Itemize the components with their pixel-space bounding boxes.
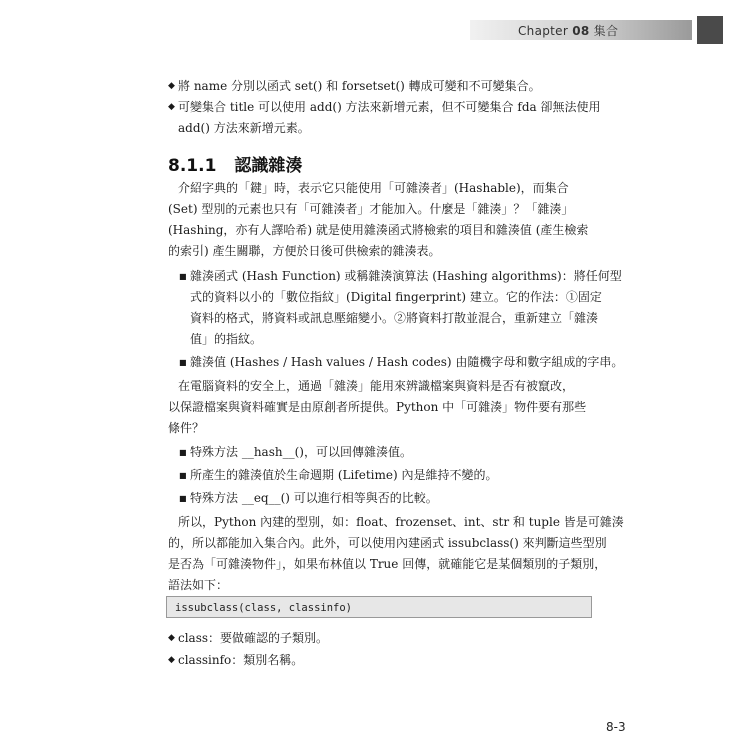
paragraph-line: 條件？ xyxy=(168,421,205,435)
list-item-continuation: add() 方法來新增元素。 xyxy=(178,121,310,135)
paragraph-line: 介紹字典的「鍵」時，表示它只能使用「可雜湊者」(Hashable)，而集合 xyxy=(178,181,569,195)
list-item-continuation: 值」的指紋。 xyxy=(190,332,263,346)
chapter-prefix: Chapter xyxy=(518,24,569,38)
square-bullet-icon: ■ xyxy=(179,358,187,367)
section-number: 8.1.1 xyxy=(168,156,217,176)
paragraph-line: 是否為「可雜湊物件」，如果布林值以 True 回傳，就確能它是某個類別的子類別， xyxy=(168,557,607,571)
section-heading xyxy=(168,151,320,176)
paragraph-line: (Hashing，亦有人譯哈希) 就是使用雜湊函式將檢索的項目和雜湊值 (產生檢索 xyxy=(168,223,589,237)
list-item: ■ 特殊方法 __hash__()，可以回傳雜湊值。 xyxy=(190,442,412,463)
diamond-bullet-icon: ◆ xyxy=(168,655,175,665)
list-item: ◆ classinfo：類別名稱。 xyxy=(178,650,303,671)
paragraph-line: 的索引) 產生關聯，方便於日後可供檢索的雜湊表。 xyxy=(168,244,441,258)
list-item: ■ 雜湊函式 (Hash Function) 或稱雜湊演算法 (Hashing algorithms)：將任何型 xyxy=(190,266,622,287)
chapter-header xyxy=(518,22,618,39)
list-item: ■ 特殊方法 __eq__() 可以進行相等與否的比較。 xyxy=(190,488,438,509)
square-bullet-icon: ■ xyxy=(179,448,187,457)
square-bullet-icon: ■ xyxy=(179,272,187,281)
list-item-continuation: 式的資料以小的「數位指紋」(Digital fingerprint) 建立。它的作法：①固定 xyxy=(190,290,602,304)
paragraph-line: (Set) 型別的元素也只有「可雜湊者」才能加入。什麼是「雜湊」？「雜湊」 xyxy=(168,202,574,216)
list-item: ◆ 可變集合 title 可以使用 add() 方法來新增元素，但不可變集合 fda 卻無法使用 xyxy=(178,97,600,118)
page-number: 8-3 xyxy=(606,720,626,734)
list-item: ■ 所產生的雜湊值於生命週期 (Lifetime) 內是維持不變的。 xyxy=(190,465,497,486)
paragraph-line: 語法如下： xyxy=(168,578,229,592)
list-item-continuation: 資料的格式，將資料或訊息壓縮變小。②將資料打散並混合，重新建立「雜湊 xyxy=(190,311,599,325)
square-bullet-icon: ■ xyxy=(179,494,187,503)
paragraph-line: 以保證檔案與資料確實是由原創者所提供。Python 中「可雜湊」物件要有那些 xyxy=(168,400,587,414)
header-tab xyxy=(697,16,723,44)
diamond-bullet-icon: ◆ xyxy=(168,81,175,91)
diamond-bullet-icon: ◆ xyxy=(168,102,175,112)
paragraph-line: 所以，Python 內建的型別，如：float、frozenset、int、str 和 tuple 皆是可雜湊 xyxy=(178,515,624,529)
chapter-number: 08 xyxy=(572,24,590,38)
diamond-bullet-icon: ◆ xyxy=(168,633,175,643)
list-item: ◆ 將 name 分別以函式 set() 和 forsetset() 轉成可變和不可變集合。 xyxy=(178,76,541,97)
chapter-title: 集合 xyxy=(593,24,619,38)
square-bullet-icon: ■ xyxy=(179,471,187,480)
section-title: 認識雜湊 xyxy=(234,156,303,176)
list-item: ◆ class：要做確認的子類別。 xyxy=(178,628,328,649)
paragraph-line: 的，所以都能加入集合內。此外，可以使用內建函式 issubclass() 來判斷這些型別 xyxy=(168,536,607,550)
code-block: issubclass(class, classinfo) xyxy=(166,596,592,618)
paragraph-line: 在電腦資料的安全上，通過「雜湊」能用來辨識檔案與資料是否有被竄改， xyxy=(178,379,575,393)
list-item: ■ 雜湊值 (Hashes / Hash values / Hash codes) 由隨機字母和數字組成的字串。 xyxy=(190,352,623,373)
